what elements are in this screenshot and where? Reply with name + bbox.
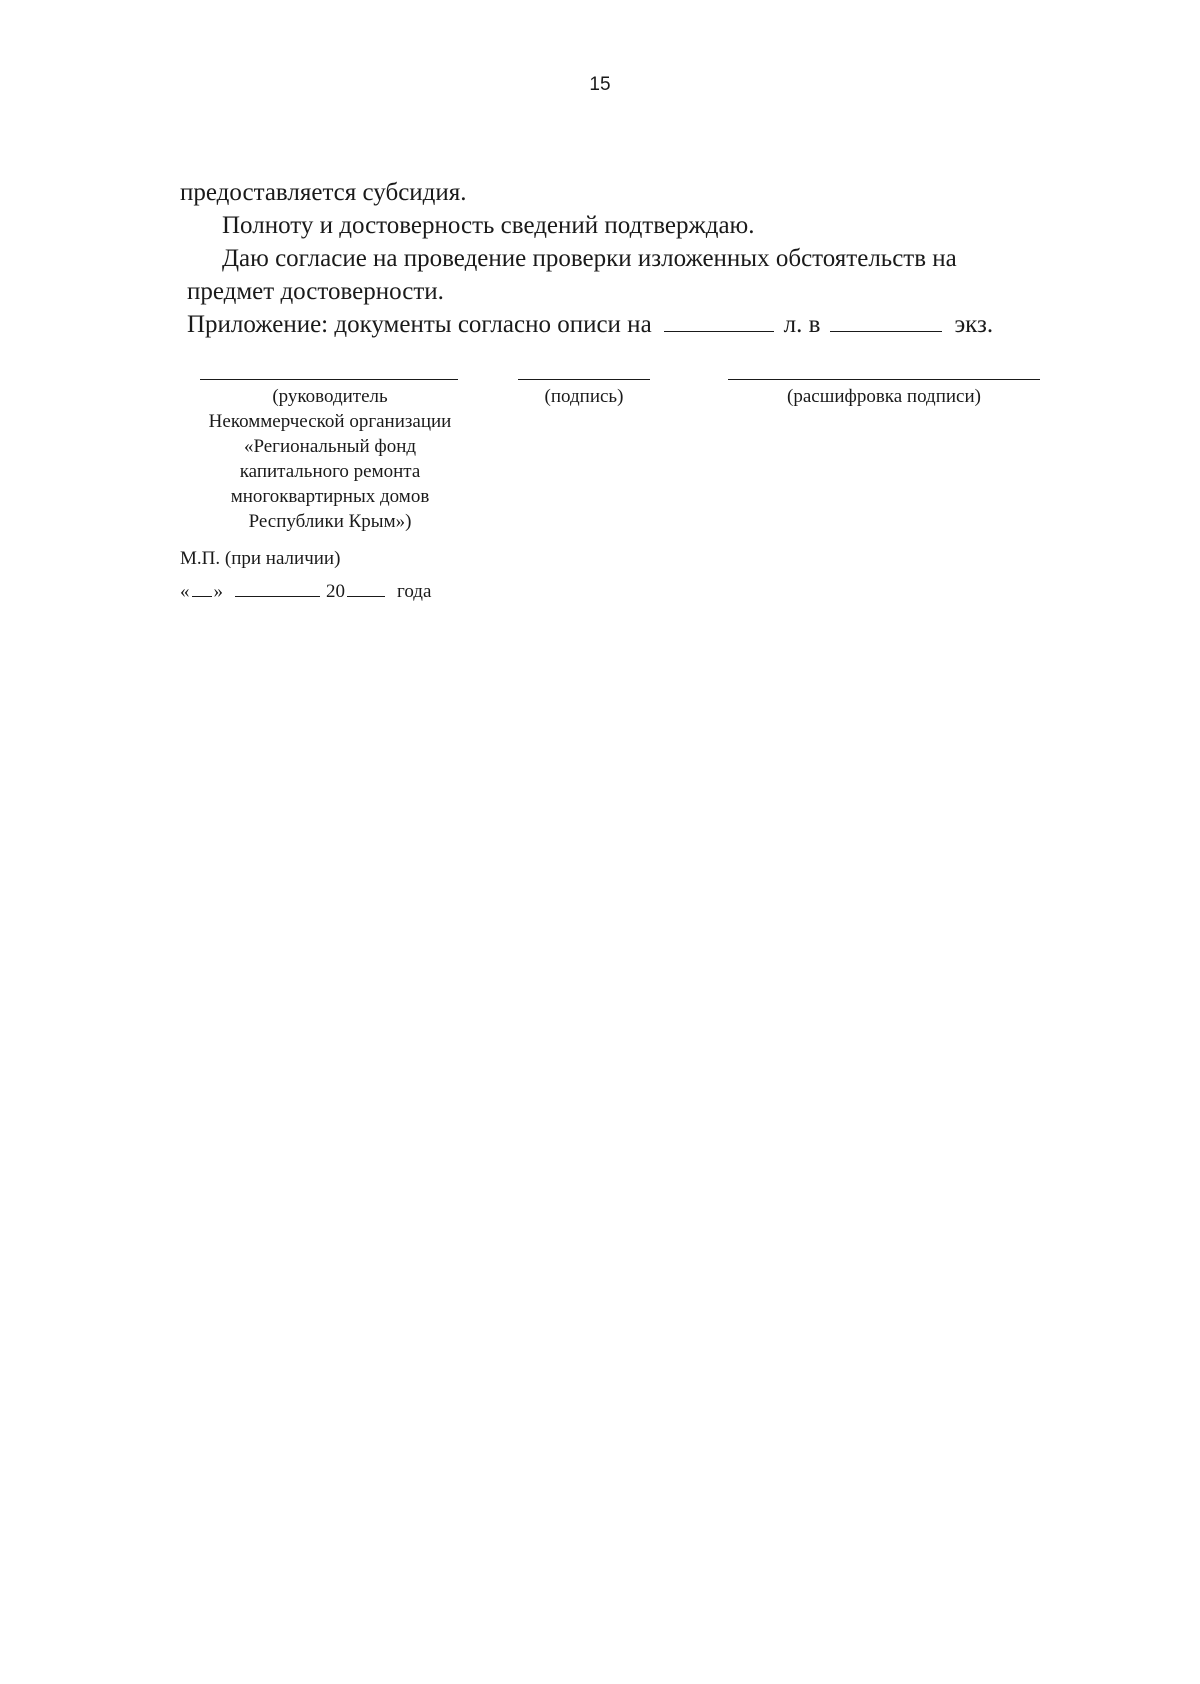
signature-caption: (подпись) xyxy=(544,386,624,407)
date-year-word: года xyxy=(397,581,432,602)
attachment-sheets-blank[interactable] xyxy=(664,311,774,332)
body-line-subsidy: предоставляется субсидия. xyxy=(180,179,467,206)
attachment-prefix: Приложение: документы согласно описи на xyxy=(187,311,652,338)
attachment-sheets-label: л. в xyxy=(783,311,821,338)
date-year-blank[interactable] xyxy=(347,580,385,597)
attachment-copies-blank[interactable] xyxy=(830,311,942,332)
date-line xyxy=(180,580,431,603)
head-signature-line[interactable] xyxy=(200,379,458,380)
stamp-label: М.П. (при наличии) xyxy=(180,548,341,569)
signature-line[interactable] xyxy=(518,379,650,380)
date-close-quote: » xyxy=(213,581,223,602)
decoding-caption: (расшифровка подписи) xyxy=(787,386,981,407)
attachment-line xyxy=(187,311,993,337)
body-line-confirmation: Полноту и достоверность сведений подтверждаю. xyxy=(222,212,755,239)
date-month-blank[interactable] xyxy=(235,580,320,597)
date-day-blank[interactable] xyxy=(192,580,212,597)
date-century: 20 xyxy=(326,581,345,602)
attachment-copies-label: экз. xyxy=(954,311,994,338)
signature-decoding-line[interactable] xyxy=(728,379,1040,380)
date-open-quote: « xyxy=(180,581,190,602)
body-line-consent: Даю согласие на проведение проверки изложенных обстоятельств на xyxy=(222,245,957,272)
head-caption: (руководитель Некоммерческой организации «Региональный фонд капитального ремонта многоквартирных домов Республики Крым») xyxy=(208,386,452,532)
body-line-consent-cont: предмет достоверности. xyxy=(187,278,444,305)
page-number: 15 xyxy=(589,74,611,95)
